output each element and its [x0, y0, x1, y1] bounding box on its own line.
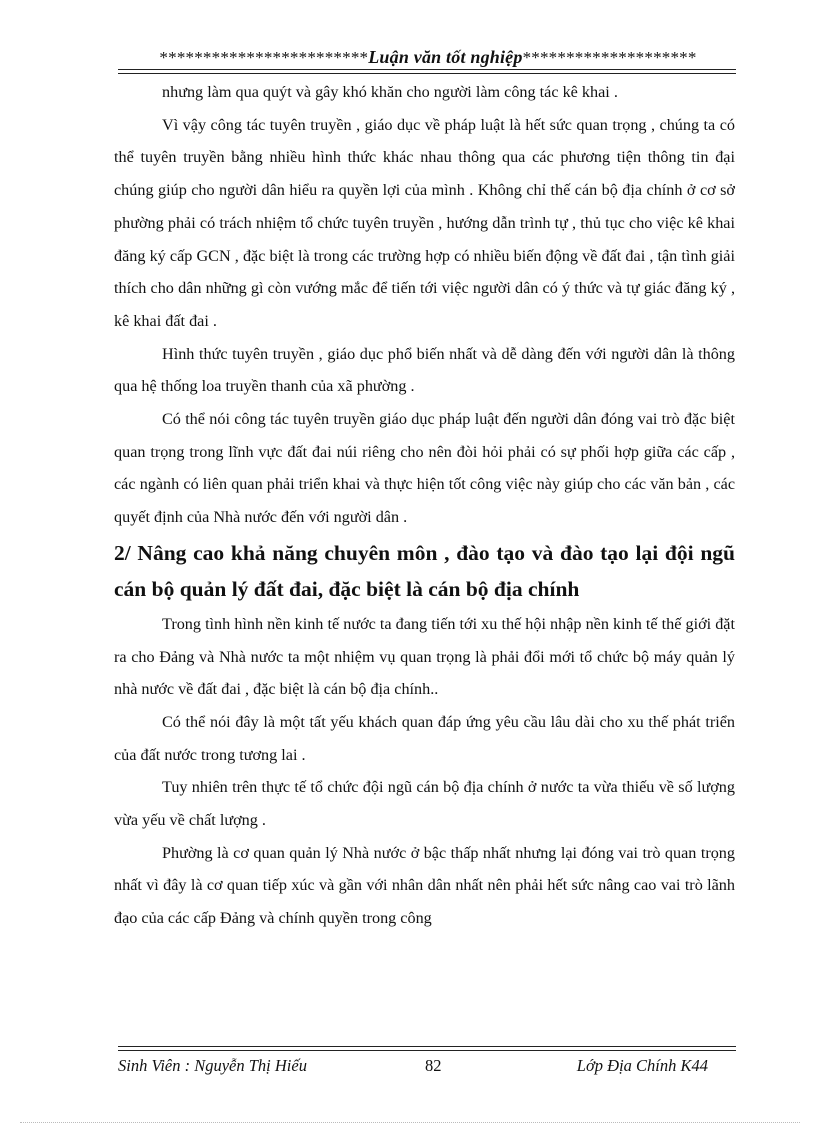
footer-class: Lớp Địa Chính K44: [576, 1056, 708, 1075]
header-rule-bottom: [118, 73, 736, 74]
paragraph: Tuy nhiên trên thực tế tổ chức đội ngũ cán bộ địa chính ở nước ta vừa thiếu về số lượng vừa yếu về chất lượng .: [114, 778, 735, 830]
paragraph: nhưng làm qua quýt và gây khó khăn cho người làm công tác kê khai .: [162, 83, 618, 101]
paragraph: Hình thức tuyên truyền , giáo dục phổ biến nhất và dễ dàng đến với người dân là thông qua hệ thống loa truyền thanh của xã phường .: [114, 344, 735, 396]
page-body: [114, 76, 735, 935]
footer-rule-top: [118, 1046, 736, 1047]
paragraph: Có thể nói công tác tuyên truyền giáo dục pháp luật đến người dân đóng vai trò đặc biệt quan trọng trong lĩnh vực đất đai núi riêng cho nên đòi hỏi phải có sự phối hợp giữa các cấp , các ngành có liên quan phải triển khai và thực hiện tốt công việc này giúp cho các văn bản , các quyết định của Nhà nước đến với người dân .: [114, 410, 735, 527]
header-stars-right: ********************: [522, 48, 697, 67]
footer-student: Sinh Viên : Nguyễn Thị Hiếu: [118, 1056, 307, 1075]
running-header: [118, 47, 738, 68]
section-heading: 2/ Nâng cao khả năng chuyên môn , đào tạo và đào tạo lại đội ngũ cán bộ quản lý đất đai, đặc biệt là cán bộ địa chính: [114, 540, 735, 601]
paragraph: Vì vậy công tác tuyên truyền , giáo dục về pháp luật là hết sức quan trọng , chúng ta có thể tuyên truyền bằng nhiều hình thức khác nhau thông qua các phương tiện thông tin đại chúng giúp cho người dân hiểu ra quyền lợi của mình . Không chỉ thế cán bộ địa chính ở cơ sở phường phải có trách nhiệm tổ chức tuyên truyền , hướng dẫn trình tự , thủ tục cho việc kê khai đăng ký cấp GCN , đặc biệt là trong các trường hợp có nhiều biến động về đất đai , tận tình giải thích cho dân những gì còn vướng mắc để tiến tới việc người dân có ý thức và tự giác đăng ký , kê khai đất đai .: [114, 115, 735, 330]
paragraph: Có thể nói đây là một tất yếu khách quan đáp ứng yêu cầu lâu dài cho xu thế phát triển của đất nước trong tương lai .: [114, 712, 735, 764]
page-number: 82: [425, 1056, 442, 1075]
paragraph: Phường là cơ quan quản lý Nhà nước ở bậc thấp nhất nhưng lại đóng vai trò quan trọng nhất vì đây là cơ quan tiếp xúc và gần với nhân dân nhất nên phải hết sức nâng cao vai trò lãnh đạo của các cấp Đảng và chính quyền trong công: [114, 843, 735, 928]
header-rule-top: [118, 69, 736, 70]
paragraph: Trong tình hình nền kinh tế nước ta đang tiến tới xu thế hội nhập nền kinh tế thế giới đặt ra cho Đảng và Nhà nước ta một nhiệm vụ quan trọng là phải đổi mới tổ chức bộ máy quản lý nhà nước về đất đai , đặc biệt là cán bộ địa chính..: [114, 614, 735, 699]
footer-rule-bottom: [118, 1050, 736, 1051]
header-title: Luận văn tốt nghiệp: [368, 47, 523, 67]
header-stars-left: ************************: [159, 48, 369, 67]
